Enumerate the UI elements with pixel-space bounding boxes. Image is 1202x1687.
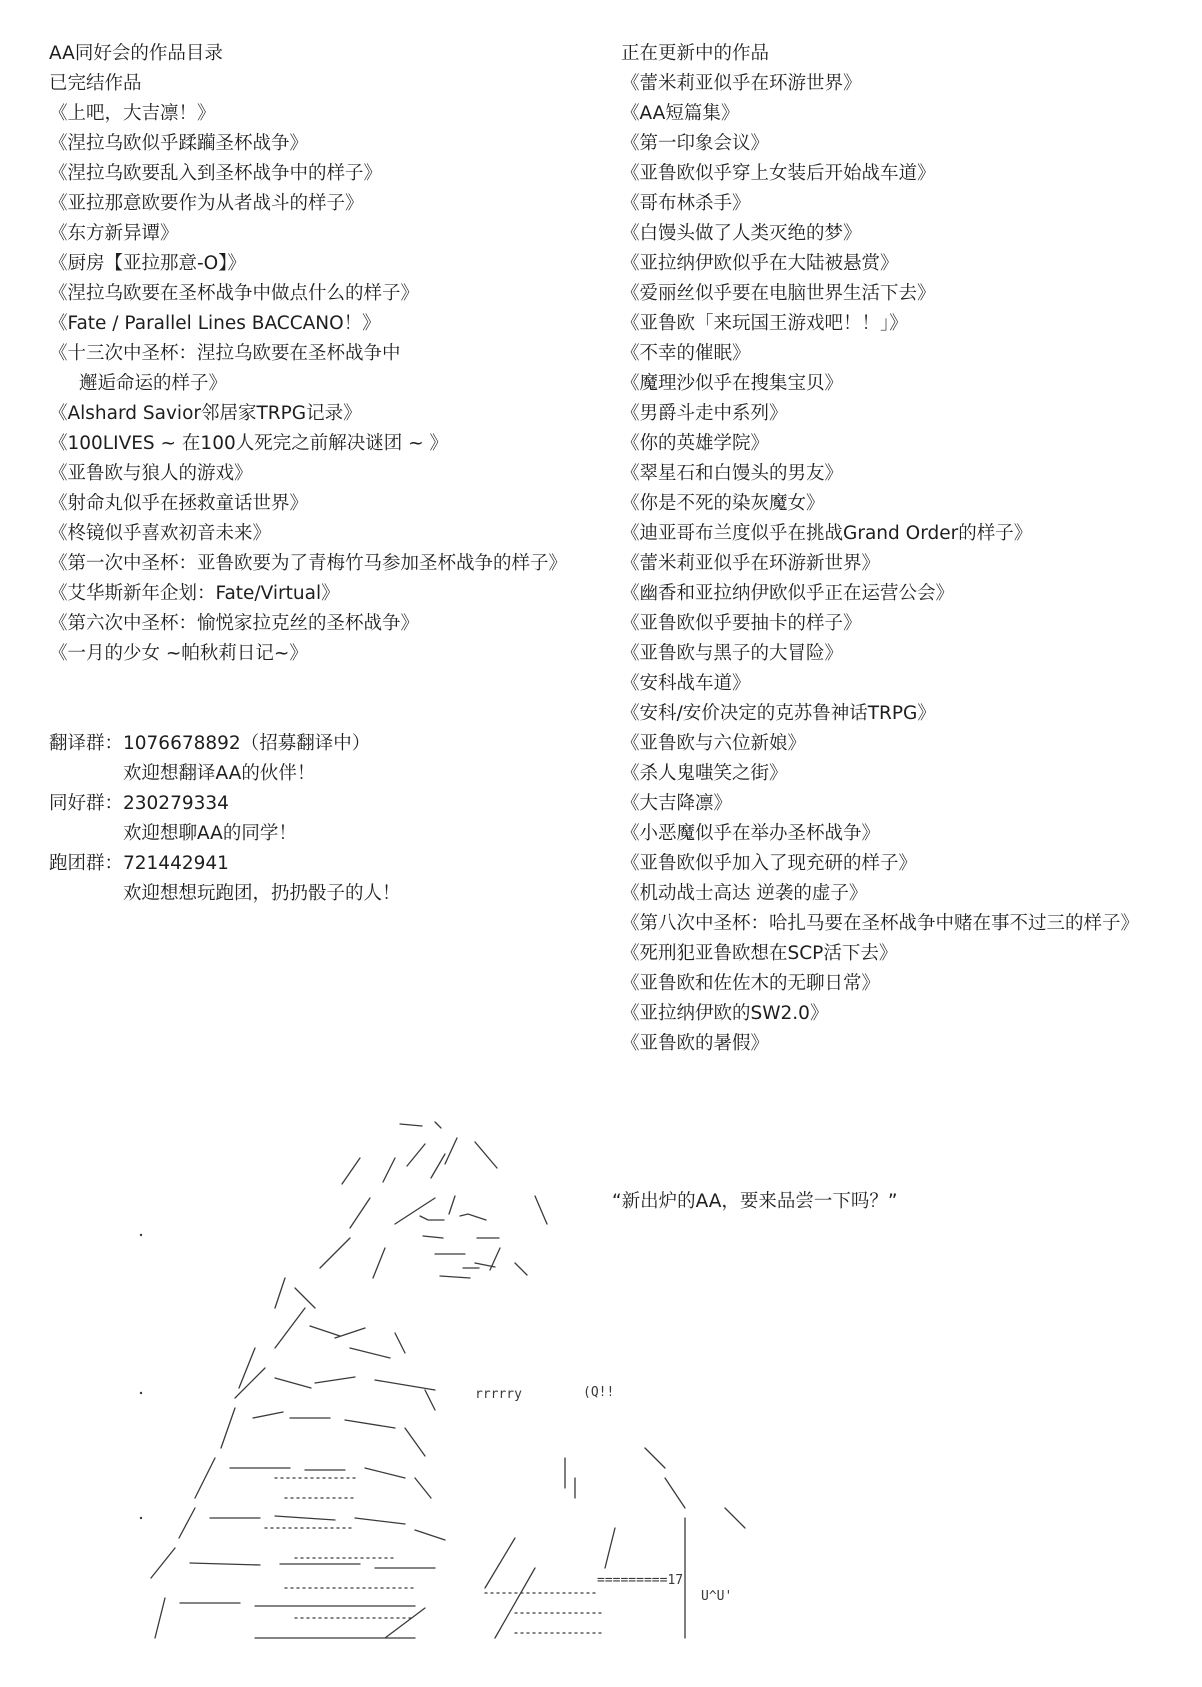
list-item: 《魔理沙似乎在搜集宝贝》 [621,373,844,394]
list-item: 《白馒头做了人类灭绝的梦》 [621,223,862,244]
list-item: 《艾华斯新年企划：Fate/Virtual》 [49,583,340,604]
list-item: 《涅拉乌欧要乱入到圣杯战争中的样子》 [49,163,383,184]
aa-label-q: (Q!! [583,1385,615,1400]
list-item: 《哥布林杀手》 [621,193,751,214]
group-note: 欢迎想翻译AA的伙伴！ [123,763,316,784]
list-item: 《亚鲁欧和佐佐木的无聊日常》 [621,973,881,994]
group-label: 跑团群： [49,853,124,874]
list-item: 《第一印象会议》 [621,133,770,154]
list-item: 《第六次中圣杯：愉悦家拉克丝的圣杯战争》 [49,613,420,634]
list-item: 《迪亚哥布兰度似乎在挑战Grand Order的样子》 [621,523,1033,544]
list-item: 《第八次中圣杯：哈扎马要在圣杯战争中赌在事不过三的样子》 [621,913,1140,934]
body-strokes [151,1278,445,1638]
aa-label-equals: =========17 [597,1573,684,1588]
group-note: 欢迎想聊AA的同学！ [123,823,297,844]
margin-dots [140,1234,142,1519]
list-item: 《东方新异谭》 [49,223,179,244]
list-item: 《Fate / Parallel Lines BACCANO！》 [49,313,381,334]
list-item: 《不幸的催眠》 [621,343,751,364]
ascii-art-illustration [135,1098,895,1658]
list-item: 《大吉降凛》 [621,793,733,814]
group-number: 721442941 [123,853,229,874]
speech-text: “新出炉的AA，要来品尝一下吗？” [612,1191,898,1212]
list-item: 《AA短篇集》 [621,103,740,124]
group-number: 1076678892（招募翻译中） [123,733,371,754]
list-item: 《亚鲁欧「来玩国王游戏吧！！」》 [621,313,908,334]
list-item: 《柊镜似乎喜欢初音未来》 [49,523,272,544]
table-and-box-strokes [485,1448,745,1638]
list-item: 《亚鲁欧与六位新娘》 [621,733,807,754]
list-item: 《100LIVES ~ 在100人死完之前解决谜团 ~ 》 [49,433,448,454]
list-item: 《安科/安价决定的克苏鲁神话TRPG》 [621,703,936,724]
list-item: 《一月的少女 ~帕秋莉日记~》 [49,643,308,664]
face-strokes [420,1214,499,1278]
completed-heading: 已完结作品 [49,73,142,94]
left-column [49,39,589,909]
list-item: 《亚鲁欧似乎穿上女装后开始战车道》 [621,163,936,184]
list-item: 《男爵斗走中系列》 [621,403,788,424]
list-item: 《亚拉纳伊欧的SW2.0》 [621,1003,829,1024]
list-item: 《小恶魔似乎在举办圣杯战争》 [621,823,881,844]
ongoing-heading: 正在更新中的作品 [621,43,770,64]
list-item: 《Alshard Savior邻居家TRPG记录》 [49,403,362,424]
list-item: 《涅拉乌欧要在圣杯战争中做点什么的样子》 [49,283,420,304]
dotted-shading [265,1478,605,1633]
aa-label-uu: U^U' [701,1589,733,1604]
list-item: 《上吧，大吉凛！》 [49,103,216,124]
list-item: 《厨房【亚拉那意-O】》 [49,253,246,274]
list-item: 《第一次中圣杯：亚鲁欧要为了青梅竹马参加圣杯战争的样子》 [49,553,568,574]
group-row-trpg [49,849,589,879]
list-item: 《射命丸似乎在拯救童话世界》 [49,493,309,514]
list-item: 《亚鲁欧似乎要抽卡的样子》 [621,613,862,634]
list-item: 《爱丽丝似乎要在电脑世界生活下去》 [621,283,936,304]
group-number: 230279334 [123,793,229,814]
list-item: 《亚鲁欧似乎加入了现充研的样子》 [621,853,918,874]
list-item: 《亚鲁欧与黑子的大冒险》 [621,643,844,664]
aa-label-rrrrry: rrrrry [475,1387,522,1402]
group-row-translation [49,729,589,759]
list-item: 《涅拉乌欧似乎蹂躏圣杯战争》 [49,133,309,154]
list-item: 《亚拉纳伊欧似乎在大陆被悬赏》 [621,253,899,274]
list-item: 《机动战士高达 逆袭的虚子》 [621,883,868,904]
list-item: 《杀人鬼嗤笑之街》 [621,763,788,784]
group-row-fans [49,789,589,819]
spacer [49,699,589,729]
list-item: 《死刑犯亚鲁欧想在SCP活下去》 [621,943,898,964]
list-item: 《亚鲁欧的暑假》 [621,1033,770,1054]
list-item: 《十三次中圣杯：涅拉乌欧要在圣杯战争中 [49,343,401,364]
group-note: 欢迎想想玩跑团，扔扔骰子的人！ [123,883,401,904]
list-item: 《你是不死的染灰魔女》 [621,493,825,514]
right-column [621,39,1181,1059]
hair-strokes [320,1122,547,1278]
list-item: 《蕾米莉亚似乎在环游世界》 [621,73,862,94]
ongoing-works-list [621,69,1181,1059]
groups-list [49,729,589,909]
spacer [49,669,589,699]
list-item: 《翠星石和白馒头的男友》 [621,463,844,484]
group-label: 翻译群： [49,733,124,754]
catalog-heading: AA同好会的作品目录 [49,43,223,64]
list-item: 《你的英雄学院》 [621,433,770,454]
list-item-continuation: 邂逅命运的样子》 [79,373,228,394]
list-item: 《幽香和亚拉纳伊欧似乎正在运营公会》 [621,583,955,604]
group-label: 同好群： [49,793,124,814]
list-item: 《安科战车道》 [621,673,751,694]
list-item: 《蕾米莉亚似乎在环游新世界》 [621,553,881,574]
completed-works-list [49,99,589,669]
list-item: 《亚拉那意欧要作为从者战斗的样子》 [49,193,364,214]
list-item: 《亚鲁欧与狼人的游戏》 [49,463,253,484]
